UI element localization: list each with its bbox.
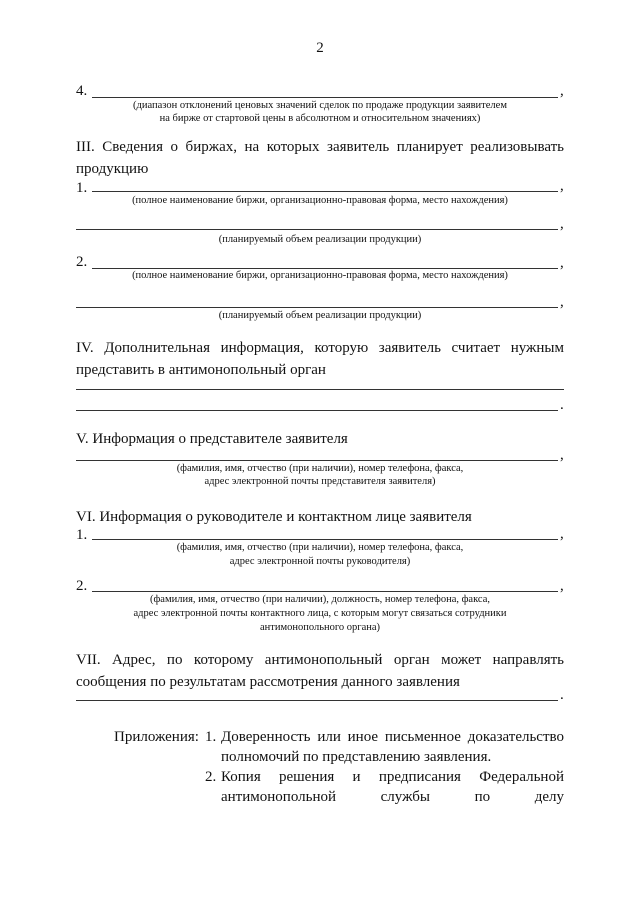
appendix-item-1-line1: Доверенность или иное письменное доказательство (221, 729, 564, 745)
appendix-label: Приложения: (114, 729, 199, 745)
section-3-item-2-volume-caption: (планируемый объем реализации продукции) (218, 310, 422, 321)
section-5-heading: V. Информация о представителе заявителя (76, 431, 348, 447)
section-3-heading: III. Сведения о биржах, на которых заявитель планирует реализовывать продукцию (76, 139, 564, 177)
section-6-heading: VI. Информация о руководителе и контактном лице заявителя (76, 509, 472, 525)
section-3-item-1-exchange-caption: (полное наименование биржи, организационно-правовая форма, место нахождения) (132, 195, 508, 206)
section-6-item-1-number: 1. (76, 527, 88, 543)
section-5-caption-line2: адрес электронной почты представителя заявителя) (204, 476, 436, 487)
section-5-end-comma: , (560, 447, 564, 463)
section-7-end-dot: . (560, 687, 564, 703)
section-3-item-1-volume-line[interactable] (76, 229, 558, 230)
appendix-item-1-number: 1. (205, 729, 217, 745)
section-7-heading: VII. Адрес, по которому антимонопольный орган может направлять сообщения по результатам рассмотрения данного заявления (76, 652, 564, 690)
section-3-item-1-volume-end: , (560, 216, 564, 232)
section-6-item-2-number: 2. (76, 578, 88, 594)
appendix-item-2-number: 2. (205, 769, 217, 785)
section-4-heading: IV. Дополнительная информация, которую заявитель считает нужным представить в антимонопольный орган (76, 340, 564, 378)
section-3-item-1-volume-caption: (планируемый объем реализации продукции) (218, 234, 422, 245)
item-4-caption-line2: на бирже от стартовой цены в абсолютном и относительном значениях) (159, 113, 481, 124)
appendix-item-2-line2: антимонопольной службы по делу (221, 789, 564, 805)
item-4-number: 4. (76, 83, 88, 99)
section-3-item-2-number: 2. (76, 254, 88, 270)
section-7-fill-line[interactable] (76, 700, 558, 701)
section-6-item-1-caption-line2: адрес электронной почты руководителя) (229, 556, 411, 567)
section-3-item-1-number: 1. (76, 180, 88, 196)
section-6-item-2-caption-line2: адрес электронной почты контактного лица, с которым могут связаться сотрудники (133, 608, 507, 619)
section-5-caption-line1: (фамилия, имя, отчество (при наличии), номер телефона, факса, (176, 463, 464, 474)
item-4-end-comma: , (560, 83, 564, 99)
item-4-caption-line1: (диапазон отклонений ценовых значений сделок по продаже продукции заявителем (133, 100, 507, 111)
section-4-end-dot: . (560, 397, 564, 413)
appendix-item-2-line1: Копия решения и предписания Федеральной (221, 769, 564, 785)
section-3-item-2-end-comma: , (560, 255, 564, 271)
appendix-item-1-line2: полномочий по представлению заявления. (221, 749, 492, 765)
section-4-fill-line-1[interactable] (76, 389, 564, 390)
section-6-item-2-end-comma: , (560, 578, 564, 594)
section-6-item-1-end-comma: , (560, 526, 564, 542)
section-6-item-2-caption-line3: антимонопольного органа) (259, 622, 381, 633)
section-3-item-2-volume-end: , (560, 294, 564, 310)
section-6-item-1-caption-line1: (фамилия, имя, отчество (при наличии), номер телефона, факса, (176, 542, 464, 553)
page-number: 2 (316, 40, 324, 56)
section-6-item-2-caption-line1: (фамилия, имя, отчество (при наличии), должность, номер телефона, факса, (150, 594, 490, 605)
section-3-item-2-exchange-caption: (полное наименование биржи, организационно-правовая форма, место нахождения) (132, 270, 508, 281)
section-3-item-1-exchange-line[interactable] (92, 191, 558, 192)
section-4-fill-line-2[interactable] (76, 410, 558, 411)
section-3-item-1-end-comma: , (560, 178, 564, 194)
